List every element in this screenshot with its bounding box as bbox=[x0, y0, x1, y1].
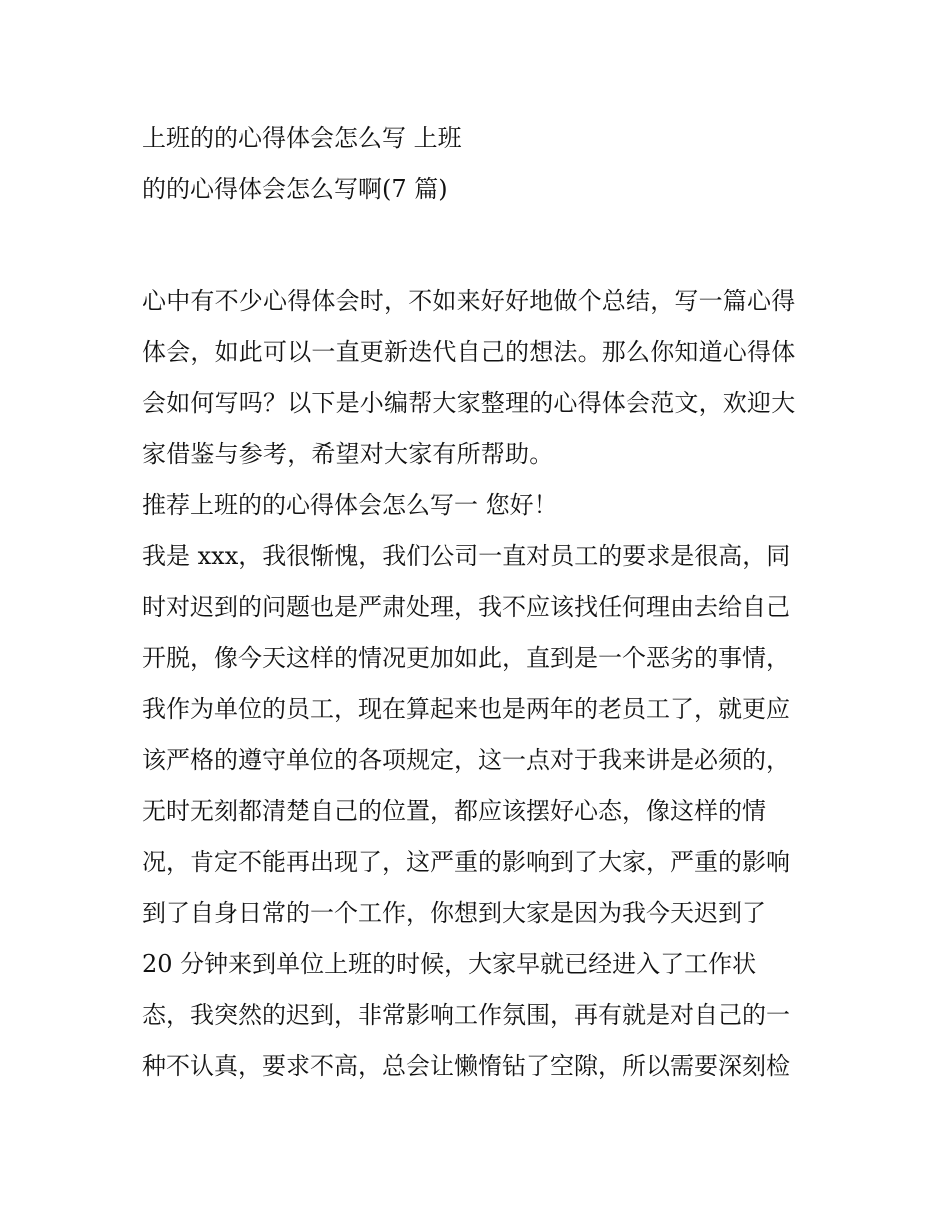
body-line-14: 20 分钟来到单位上班的时候，大家早就已经进入了工作状 bbox=[142, 950, 757, 978]
body-line-13: 到了自身日常的一个工作，你想到大家是因为我今天迟到了 bbox=[142, 899, 766, 927]
body-line-16: 种不认真，要求不高，总会让懒惰钻了空隙，所以需要深刻检 bbox=[142, 1052, 790, 1080]
body-line-8: 开脱，像今天这样的情况更加如此，直到是一个恶劣的事情， bbox=[142, 644, 790, 672]
title-line-2: 的的心得体会怎么写啊(7 篇) bbox=[142, 175, 448, 203]
body-line-3: 会如何写吗？以下是小编帮大家整理的心得体会范文，欢迎大 bbox=[142, 389, 796, 417]
document-title bbox=[142, 113, 822, 215]
body-line-9: 我作为单位的员工，现在算起来也是两年的老员工了，就更应 bbox=[142, 695, 790, 723]
body-line-6: 我是 xxx，我很惭愧，我们公司一直对员工的要求是很高，同 bbox=[142, 542, 791, 570]
document-body bbox=[142, 276, 832, 1092]
body-line-4: 家借鉴与参考，希望对大家有所帮助。 bbox=[142, 440, 554, 468]
body-line-11: 无时无刻都清楚自己的位置，都应该摆好心态，像这样的情 bbox=[142, 797, 766, 825]
body-line-12: 况，肯定不能再出现了，这严重的影响到了大家，严重的影响 bbox=[142, 848, 790, 876]
body-line-2: 体会，如此可以一直更新迭代自己的想法。那么你知道心得体 bbox=[142, 338, 796, 366]
title-line-1: 上班的的心得体会怎么写 上班 bbox=[142, 124, 462, 152]
section-heading-line: 推荐上班的的心得体会怎么写一 您好！ bbox=[142, 491, 558, 519]
body-line-15: 态，我突然的迟到，非常影响工作氛围，再有就是对自己的一 bbox=[142, 1001, 790, 1029]
body-line-1: 心中有不少心得体会时，不如来好好地做个总结，写一篇心得 bbox=[142, 287, 796, 315]
body-line-10: 该严格的遵守单位的各项规定，这一点对于我来讲是必须的， bbox=[142, 746, 790, 774]
body-line-7: 时对迟到的问题也是严肃处理，我不应该找任何理由去给自己 bbox=[142, 593, 790, 621]
